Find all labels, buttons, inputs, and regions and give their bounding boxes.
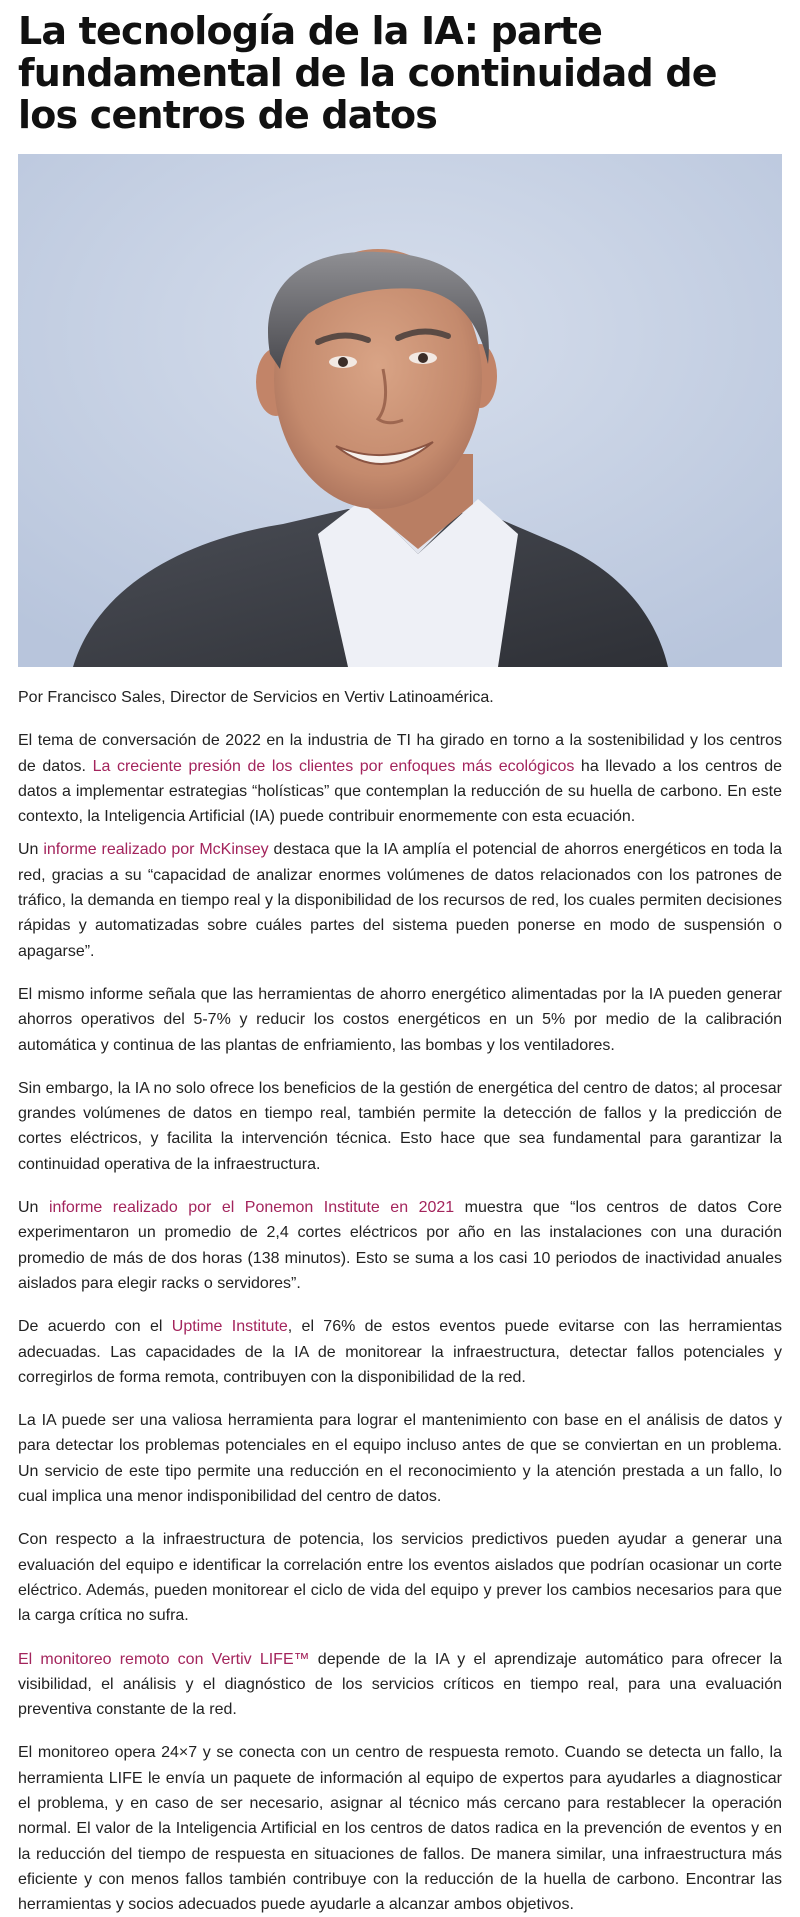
paragraph-text: El tema de conversación de 2022 en la industria de TI ha girado en torno a la sostenibilidad y los centros de datos.: [18, 732, 782, 775]
article-body: [18, 685, 782, 1917]
paragraph-9: [18, 1647, 782, 1723]
link-clientes-ecologicos[interactable]: La creciente presión de los clientes por enfoques más ecológicos: [92, 757, 575, 775]
author-photo: [18, 154, 782, 667]
paragraph-text: muestra que “los centros de datos Core experimentaron un promedio de 2,4 cortes eléctricos por año en las instalaciones con una duración promedio de más de dos horas (138 minutos). Esto se suma a los casi 10 periodos de inactividad anuales aislados para elegir racks o servidores”.: [18, 1199, 782, 1292]
paragraph-8: Con respecto a la infraestructura de potencia, los servicios predictivos pueden ayudar a generar una evaluación del equipo e identificar la correlación entre los eventos aislados que podrían ocasionar un corte eléctrico. Además, pueden monitorear el ciclo de vida del equipo y prever los cambios necesarios para que la carga crítica no sufra.: [18, 1531, 782, 1625]
paragraph-text: destaca que la IA amplía el potencial de ahorros energéticos en toda la red, gracias a su “capacidad de analizar enormes volúmenes de datos relacionados con los patrones de tráfico, la demanda en tiempo real y la disponibilidad de los recursos de red, los cuales permiten decisiones rápidas y automatizadas sobre cuáles partes del sistema pueden ponerse en modo de suspensión o apagarse”.: [18, 841, 783, 960]
paragraph-text: Un: [18, 841, 44, 859]
article-title: La tecnología de la IA: parte fundamental de la continuidad de los centros de datos: [18, 9, 717, 137]
paragraph-text: ha llevado a los centros de datos a implementar estrategias “holísticas” que contemplan la reducción de su huella de carbono. En este contexto, la Inteligencia Artificial (IA) puede contribuir enormemente con esta ecuación.: [18, 757, 782, 826]
paragraph-text: depende de la IA y el aprendizaje automático para ofrecer la visibilidad, el análisis y el diagnóstico de los servicios críticos en tiempo real, para una evaluación preventiva constante de la red.: [18, 1650, 783, 1719]
paragraph-2: [18, 837, 782, 963]
paragraph-4: Sin embargo, la IA no solo ofrece los beneficios de la gestión de energética del centro de datos; al procesar grandes volúmenes de datos en tiempo real, también permite la detección de fallos y la predicción de cortes eléctricos, y facilita la intervención técnica. Esto hace que sea fundamental para garantizar la continuidad operativa de la infraestructura.: [18, 1079, 782, 1173]
paragraph-3: El mismo informe señala que las herramientas de ahorro energético alimentadas por la IA pueden generar ahorros operativos del 5-7% y reducir los costos energéticos en un 5% por medio de la calibración automática y continua de las plantas de enfriamiento, las bombas y los ventiladores.: [18, 985, 782, 1054]
paragraph-1: [18, 728, 782, 829]
paragraph-text: Un: [18, 1199, 49, 1217]
paragraph-7: La IA puede ser una valiosa herramienta para lograr el mantenimiento con base en el análisis de datos y para detectar los problemas potenciales en el equipo incluso antes de que se conviertan en un problema. Un servicio de este tipo permite una reducción en el reconocimiento y la atención prestada a un fallo, lo cual implica una menor indisponibilidad del centro de datos.: [18, 1412, 782, 1506]
link-vertiv-life[interactable]: El monitoreo remoto con Vertiv LIFE™: [18, 1650, 310, 1668]
paragraph-text: , el 76% de estos eventos puede evitarse con las herramientas adecuadas. Las capacidades de la IA de monitorear la infraestructura, detectar fallos potenciales y corregirlos de forma remota, contribuyen con la disponibilidad de la red.: [18, 1318, 783, 1386]
paragraph-6: [18, 1314, 782, 1390]
paragraph-5: [18, 1195, 782, 1296]
paragraph-text: De acuerdo con el: [18, 1318, 172, 1336]
author-portrait-illustration: [18, 154, 782, 667]
link-informe-ponemon[interactable]: informe realizado por el Ponemon Institute en 2021: [48, 1199, 455, 1217]
byline: Por Francisco Sales, Director de Servicios en Vertiv Latinoamérica.: [18, 689, 494, 706]
paragraph-10: El monitoreo opera 24×7 y se conecta con un centro de respuesta remoto. Cuando se detecta un fallo, la herramienta LIFE le envía un paquete de información al equipo de expertos para ayudarles a diagnosticar el problema, y en caso de ser necesario, asignar al técnico más cercano para restablecer la operación normal. El valor de la Inteligencia Artificial en los centros de datos radica en la prevención de eventos y en la reducción del tiempo de respuesta en situaciones de fallos. De manera similar, una infraestructura más eficiente y con menos fallos también contribuye con la reducción de la huella de carbono. Encontrar las herramientas y socios adecuados puede ayudarle a alcanzar ambos objetivos.: [18, 1744, 782, 1914]
link-informe-mckinsey[interactable]: informe realizado por McKinsey: [43, 841, 269, 859]
link-uptime-institute[interactable]: Uptime Institute: [171, 1318, 288, 1336]
